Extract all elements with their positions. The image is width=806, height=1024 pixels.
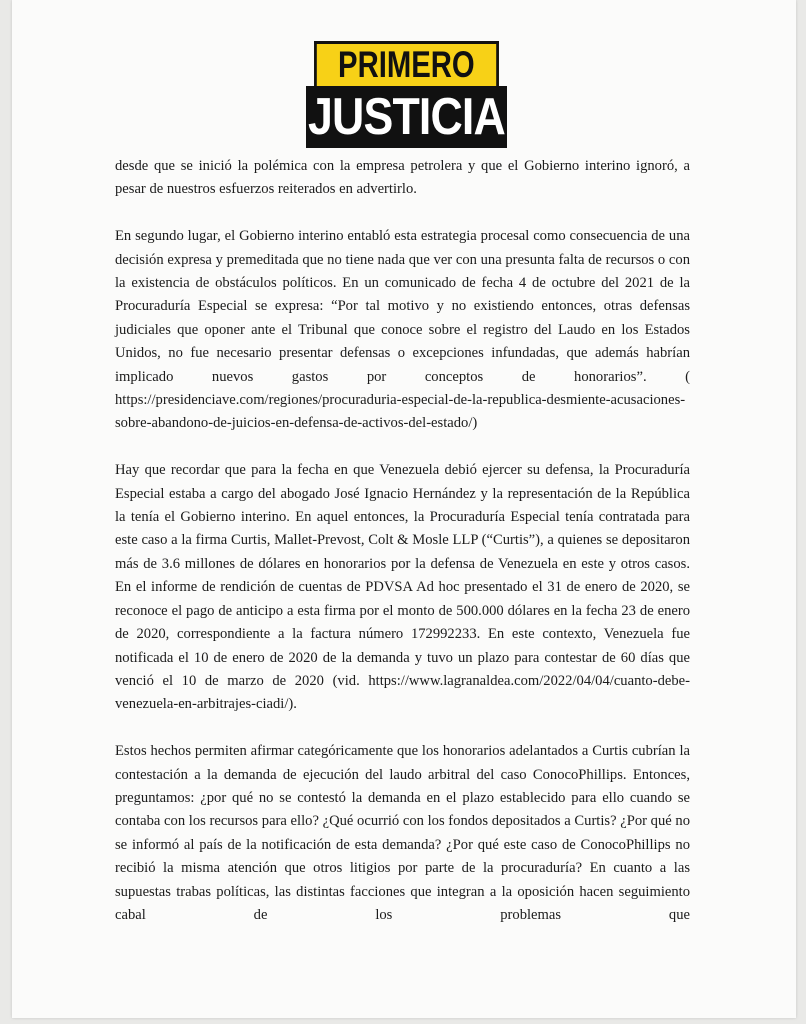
document-page (12, 0, 796, 1018)
paragraph-4: Estos hechos permiten afirmar categóricamente que los honorarios adelantados a Curtis cubrían la contestación a la demanda de ejecución del laudo arbitral del caso ConocoPhillips. Entonces, preguntamos: ¿por qué no se contestó la demanda en el plazo establecido para ello cuando se contaba con los recursos para ello? ¿Qué ocurrió con los fondos depositados a Curtis? ¿Por qué no se informó al país de la notificación de esta demanda? ¿Por qué este caso de ConocoPhillips no recibió la misma atención que otros litigios por parte de la procuraduría? En cuanto a las supuestas trabas políticas, las distintas facciones que integran a la oposición hacen seguimiento cabal de los problemas que (115, 743, 690, 923)
document-body (115, 155, 690, 927)
paragraph-3: Hay que recordar que para la fecha en que Venezuela debió ejercer su defensa, la Procuraduría Especial estaba a cargo del abogado José Ignacio Hernández y la representación de la República la tenía el Gobierno interino. En aquel entonces, la Procuraduría Especial tenía contratada para este caso a la firma Curtis, Mallet-Prevost, Colt & Mosle LLP (“Curtis”), a quienes se depositaron más de 3.6 millones de dólares en honorarios por la defensa de Venezuela en este y otros casos. En el informe de rendición de cuentas de PDVSA Ad hoc presentado el 31 de enero de 2020, se reconoce el pago de anticipo a esta firma por el monto de 500.000 dólares en la fecha 23 de enero de 2020, correspondiente a la factura número 172992233. En este contexto, Venezuela fue notificada el 10 de enero de 2020 de la demanda y tuvo un plazo para contestar de 60 días que venció el 10 de marzo de 2020 (vid. https://www.lagranaldea.com/2022/04/04/cuanto-debe-venezuela-en-arbitrajes-ciadi/). (115, 462, 690, 713)
paragraph-1: desde que se inició la polémica con la empresa petrolera y que el Gobierno interino ignoró, a pesar de nuestros esfuerzos reiterados en advertirlo. (115, 158, 690, 198)
logo-line-justicia: JUSTICIA (308, 88, 505, 146)
logo-top-band (314, 41, 499, 86)
primero-justicia-logo (306, 41, 507, 148)
logo-line-primero: PRIMERO (338, 44, 475, 85)
logo-bottom-band (306, 86, 507, 148)
paragraph-2: En segundo lugar, el Gobierno interino entabló esta estrategia procesal como consecuencia de una decisión expresa y premeditada que no tiene nada que ver con una presunta falta de recursos o con la existencia de obstáculos políticos. En un comunicado de fecha 4 de octubre del 2021 de la Procuraduría Especial se expresa: “Por tal motivo y no existiendo entonces, otras defensas judiciales que oponer ante el Tribunal que conoce sobre el registro del Laudo en los Estados Unidos, no fue necesario presentar defensas o excepciones infundadas, que además habrían implicado nuevos gastos por conceptos de honorarios”. ( https://presidenciave.com/regiones/procuraduria-especial-de-la-republica-desmiente-acusaciones-sobre-abandono-de-juicios-en-defensa-de-activos-del-estado/) (115, 228, 690, 432)
